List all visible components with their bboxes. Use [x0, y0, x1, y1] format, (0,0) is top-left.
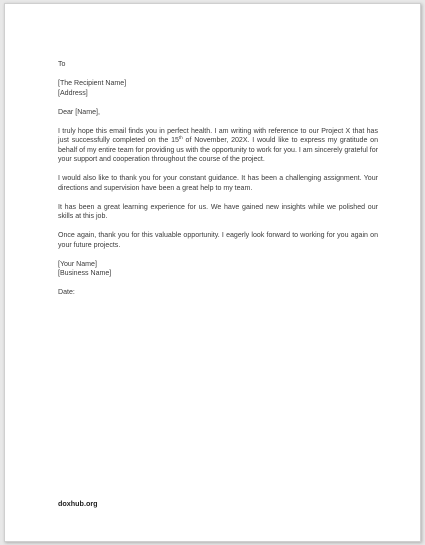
- document-page: [4, 3, 421, 542]
- paragraph-1: [58, 127, 378, 165]
- date-label: Date:: [58, 289, 75, 296]
- salutation: Dear [Name],: [58, 108, 100, 116]
- ordinal-suffix: th: [178, 135, 183, 140]
- business-name: [Business Name]: [58, 270, 112, 277]
- paragraph-2: I would also like to thank you for your constant guidance. It has been a challenging assignment. Your directions and supervision have been a great help to my team.: [58, 175, 378, 192]
- sender-name: [Your Name]: [58, 260, 97, 268]
- paragraph-3: It has been a great learning experience for us. We have gained new insights while we polished our skills at this job.: [58, 203, 378, 220]
- paragraph-4: Once again, thank you for this valuable opportunity. I eagerly look forward to working for you again on your future projects.: [58, 232, 378, 249]
- recipient-name: [The Recipient Name]: [58, 80, 127, 87]
- to-label: To: [58, 61, 66, 68]
- letter-body: [58, 60, 378, 298]
- paragraph-1-text-start: I truly hope this email finds you in perfect health. I am writing with reference to our Project X that has just successfully completed on the 15: [58, 127, 378, 144]
- site-footer: doxhub.org: [58, 499, 98, 508]
- paragraph-1-text-end: of November, 202X. I would like to express my gratitude on behalf of my entire team for providing us with the opportunity to work for you. I am sincerely grateful for your support and cooperation throughout the course of the project.: [58, 137, 379, 163]
- recipient-address: [Address]: [58, 89, 88, 97]
